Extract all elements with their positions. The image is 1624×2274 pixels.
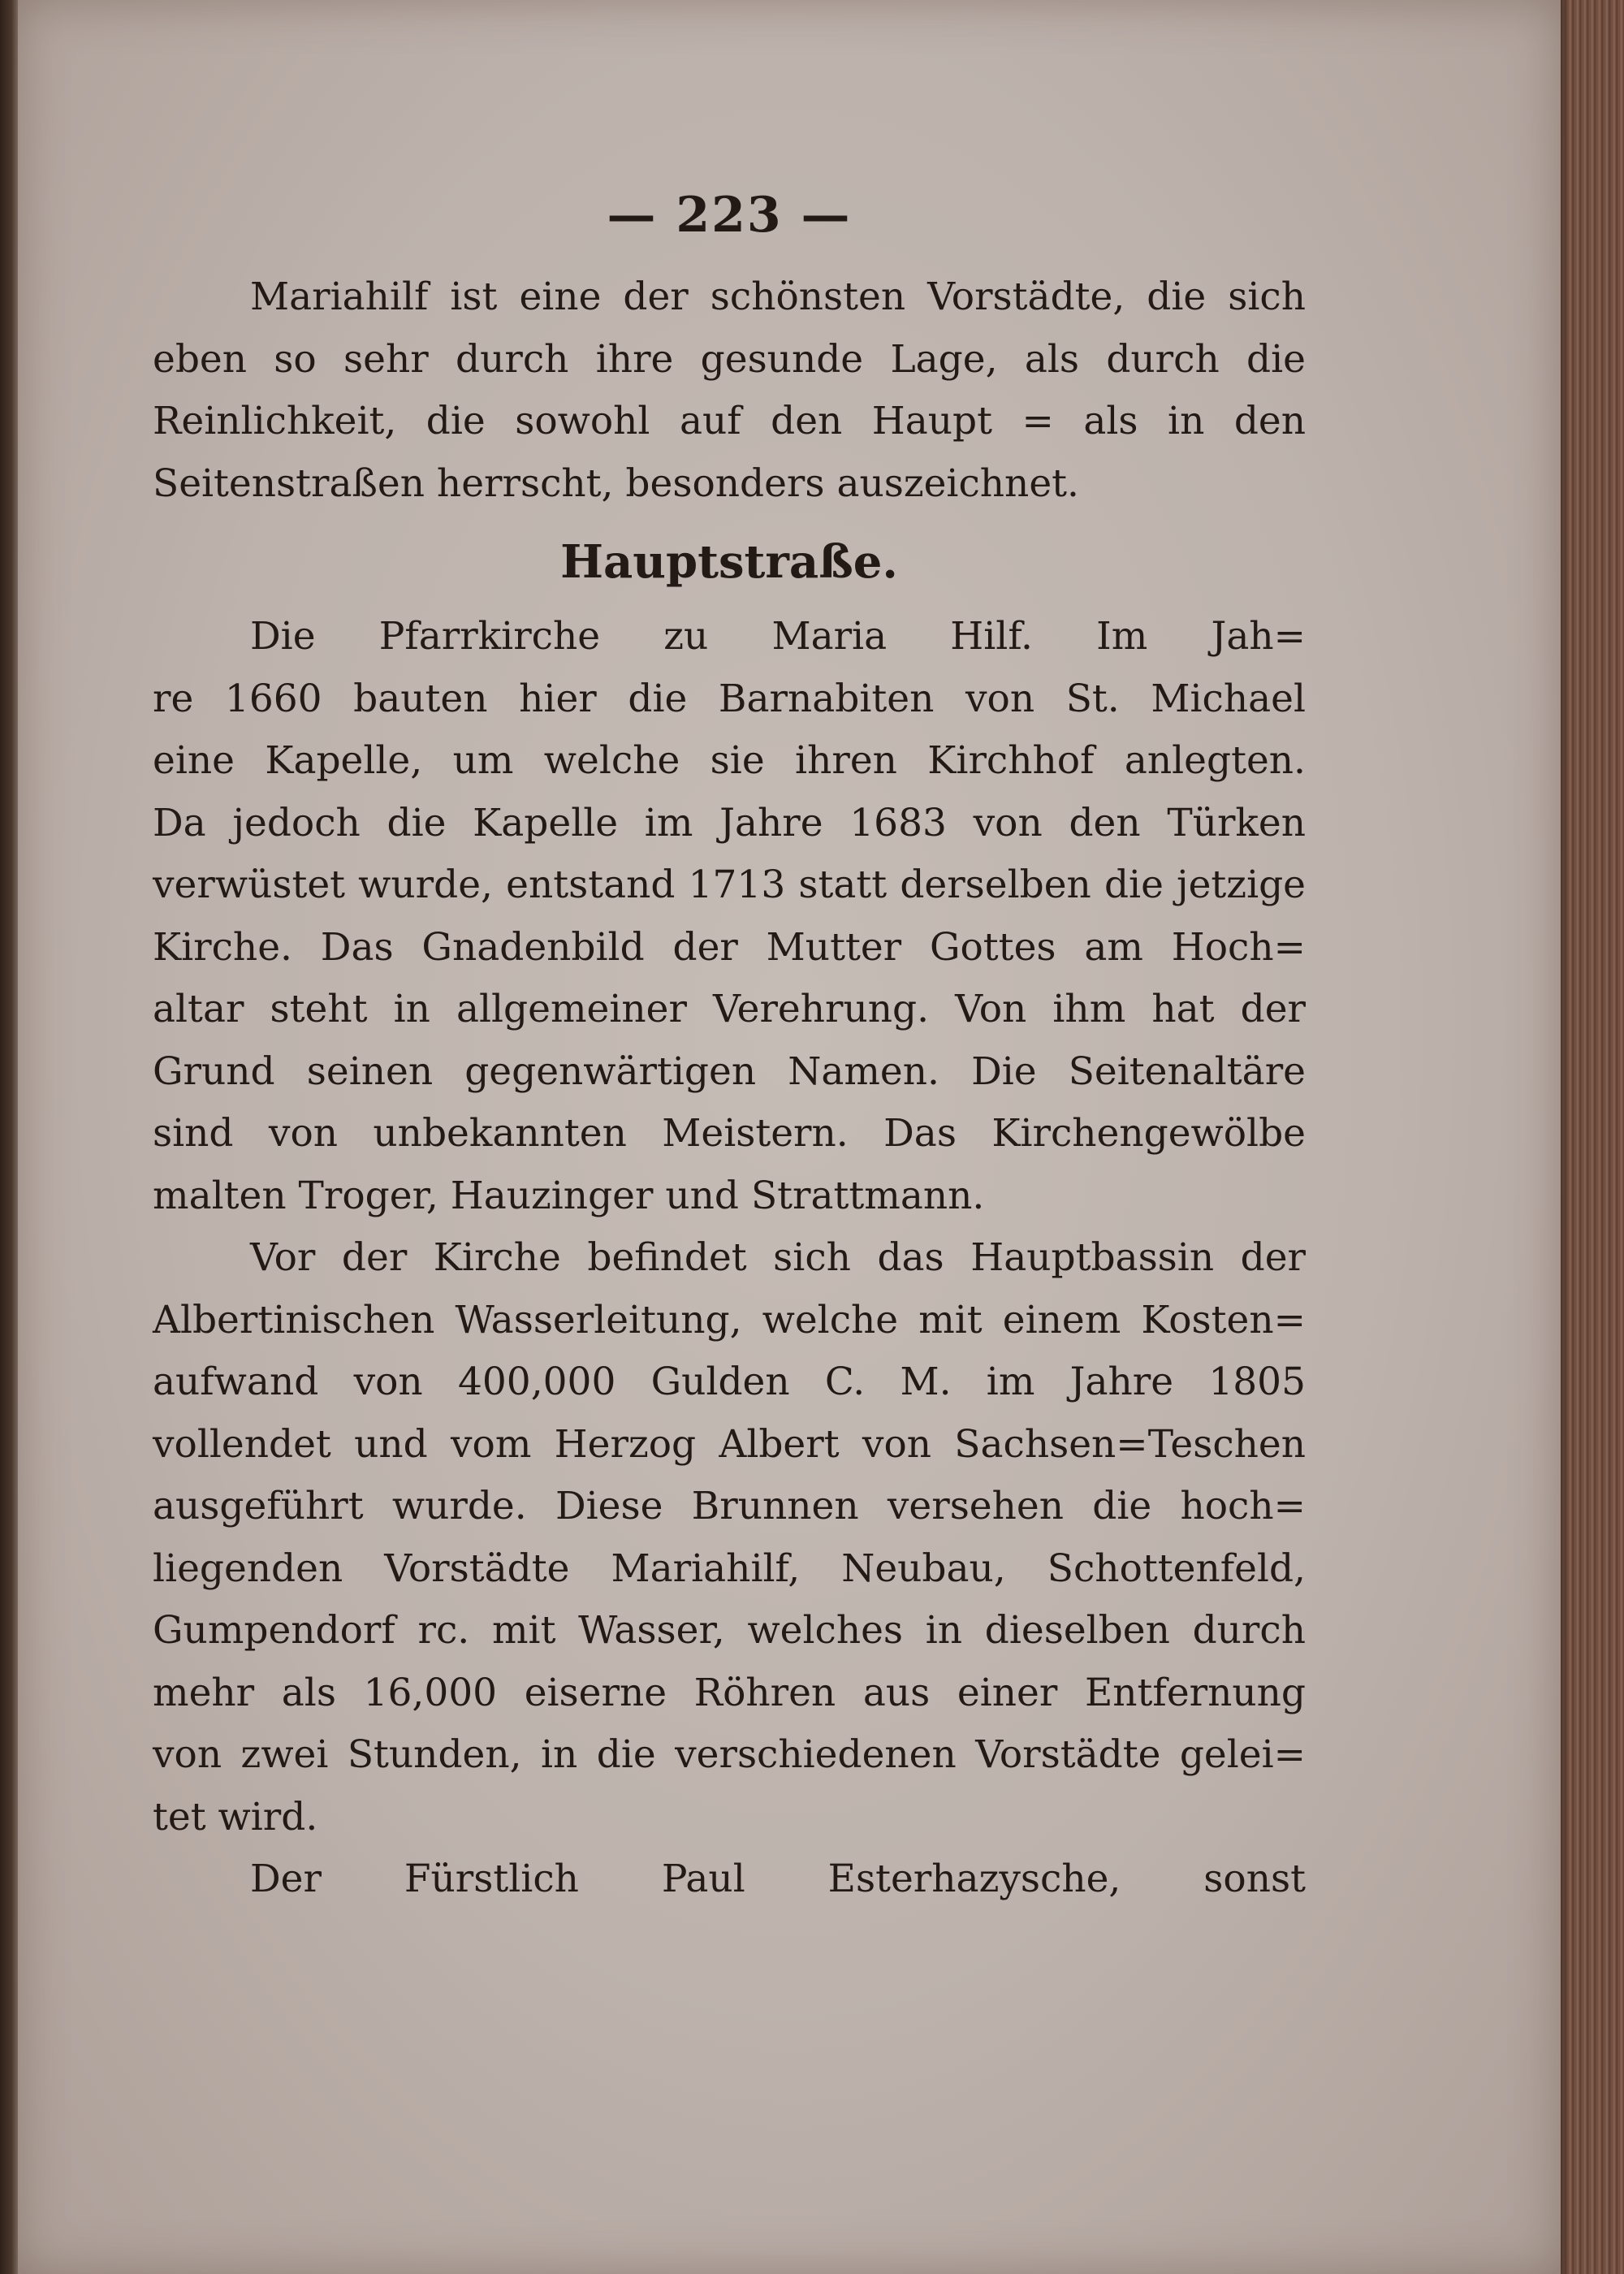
text-line: tet wird. (153, 1794, 318, 1840)
text-line: malten Troger, Hauzinger und Strattmann. (153, 1173, 985, 1218)
text-line: re 1660 bauten hier die Barnabiten von St. Michael (153, 676, 1306, 721)
church-paragraph (153, 606, 1306, 1227)
text-line: Gumpendorf rc. mit Wasser, welches in dieselben durch (153, 1608, 1306, 1653)
text-line: Albertinischen Wasserleitung, welche mit einem Kosten= (153, 1297, 1306, 1342)
text-line: aufwand von 400,000 Gulden C. M. im Jahre 1805 (153, 1360, 1306, 1404)
page-number: — 223 — (607, 187, 852, 244)
text-line: Reinlichkeit, die sowohl auf den Haupt = als in den (153, 399, 1306, 443)
text-line: ausgeführt wurde. Diese Brunnen versehen die hoch= (153, 1484, 1306, 1528)
page-edge-stack (1561, 0, 1624, 2274)
text-line: Die Pfarrkirche zu Maria Hilf. Im Jah= (250, 614, 1306, 659)
text-line: vollendet und vom Herzog Albert von Sachsen=Teschen (153, 1421, 1306, 1467)
text-line: verwüstet wurde, entstand 1713 statt derselben die jetzige (153, 862, 1306, 907)
water-paragraph (153, 1227, 1306, 1848)
text-line: mehr als 16,000 eiserne Röhren aus einer Entfernung (153, 1670, 1306, 1715)
text-line: eben so sehr durch ihre gesunde Lage, als durch die (153, 336, 1306, 382)
page-text (153, 187, 1306, 1911)
text-line: Seitenstraßen herrscht, besonders auszeichnet. (153, 460, 1079, 506)
text-line: Grund seinen gegenwärtigen Namen. Die Seitenaltäre (153, 1048, 1306, 1094)
text-line: Mariahilf ist eine der schönsten Vorstädte, die sich (250, 275, 1306, 319)
text-line: Der Fürstlich Paul Esterhazysche, sonst (250, 1857, 1306, 1901)
text-line: von zwei Stunden, in die verschiedenen Vorstädte gelei= (153, 1732, 1306, 1777)
text-line: Da jedoch die Kapelle im Jahre 1683 von den Türken (153, 800, 1306, 845)
esterhazy-paragraph (153, 1848, 1306, 1911)
text-line: Kirche. Das Gnadenbild der Mutter Gottes am Hoch= (153, 924, 1306, 970)
section-heading: Hauptstraße. (560, 535, 898, 589)
text-line: eine Kapelle, um welche sie ihren Kirchhof anlegten. (153, 738, 1306, 783)
text-line: Vor der Kirche befindet sich das Hauptbassin der (250, 1235, 1306, 1280)
text-line: liegenden Vorstädte Mariahilf, Neubau, Schottenfeld, (153, 1546, 1306, 1591)
intro-paragraph (153, 266, 1306, 515)
text-line: altar steht in allgemeiner Verehrung. Von ihm hat der (153, 987, 1306, 1031)
text-line: sind von unbekannten Meistern. Das Kirchengewölbe (153, 1111, 1306, 1156)
